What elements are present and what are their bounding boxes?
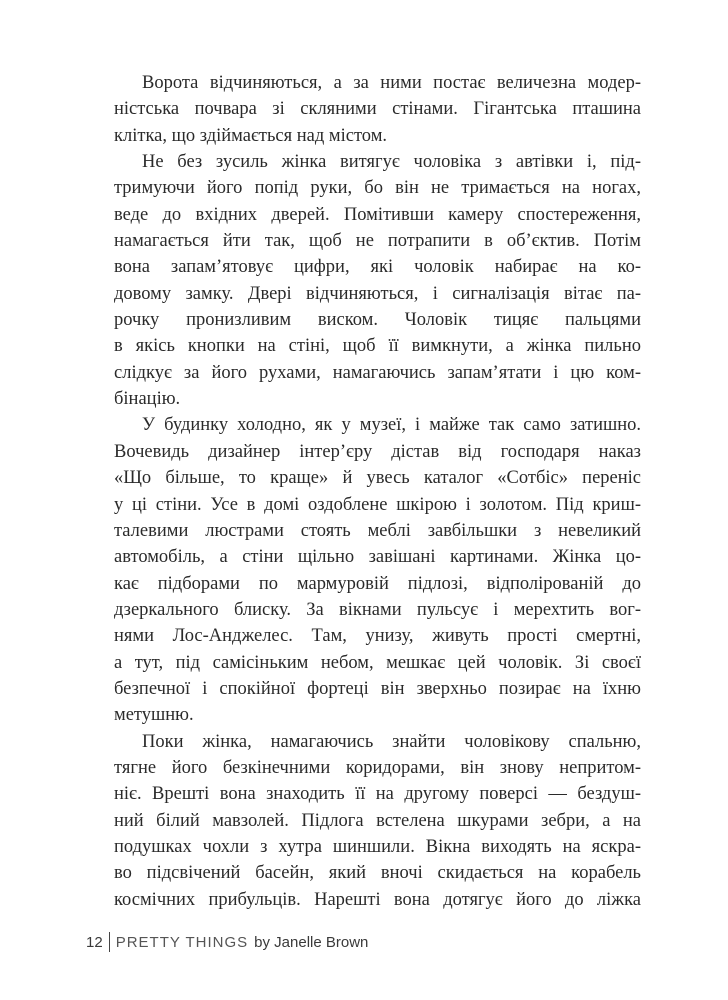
book-byline: by Janelle Brown — [254, 933, 369, 951]
page-body-text — [114, 70, 641, 913]
text-line: рочку пронизливим виском. Чоловік тицяє пальцями — [114, 310, 641, 331]
paragraph — [114, 149, 641, 412]
text-line: веде до вхідних дверей. Помітивши камеру спостереження, — [114, 204, 641, 225]
text-line: слідкує за його рухами, намагаючись запам’ятати і цю ком- — [114, 362, 641, 383]
text-line: нями Лос-Анджелес. Там, унизу, живуть прості смертні, — [114, 626, 641, 647]
text-line: безпечної і спокійної фортеці він зверхньо позирає на їхню — [114, 678, 641, 699]
text-line: кає підборами по мармуровій підлозі, відполірованій до — [114, 573, 641, 594]
text-line: во підсвічений басейн, який вночі скидається на корабель — [114, 863, 641, 884]
text-line: Не без зусиль жінка витягує чоловіка з автівки і, під- — [142, 152, 641, 173]
paragraph — [114, 412, 641, 728]
text-line: дзеркального блиску. За вікнами пульсує і мерехтить вог- — [114, 599, 641, 620]
text-line: Вочевидь дизайнер інтер’єру дістав від господаря наказ — [114, 441, 641, 462]
page-footer — [86, 932, 368, 952]
book-title: PRETTY THINGS — [115, 933, 249, 951]
paragraph — [114, 729, 641, 913]
text-line: клітка, що здіймається над містом. — [114, 125, 388, 146]
text-line: Поки жінка, намагаючись знайти чоловікову спальню, — [142, 731, 641, 752]
text-line: довому замку. Двері відчиняються, і сигналізація вітає па- — [114, 283, 641, 304]
text-line: ний білий мавзолей. Підлога встелена шкурами зебри, а на — [114, 810, 641, 831]
page-number: 12 — [86, 933, 103, 951]
text-line: вона запам’ятовує цифри, які чоловік набирає на ко- — [114, 257, 641, 278]
text-line: бінацію. — [114, 389, 181, 410]
text-line: в якісь кнопки на стіні, щоб її вимкнути, а жінка пильно — [114, 336, 641, 357]
text-line: ністська почвара зі скляними стінами. Гігантська пташина — [114, 99, 641, 120]
text-line: метушню. — [114, 705, 194, 726]
footer-divider — [109, 932, 110, 952]
text-line: талевими люстрами стоять меблі завбільшки з невеликий — [114, 520, 641, 541]
text-line: Ворота відчиняються, а за ними постає величезна модер- — [142, 73, 641, 93]
text-line: у ці стіни. Усе в домі оздоблене шкірою і золотом. Під криш- — [114, 494, 641, 515]
text-line: а тут, під самісіньким небом, мешкає цей чоловік. Зі своєї — [114, 652, 641, 673]
text-line: тягне його безкінечними коридорами, він знову непритом- — [114, 757, 641, 778]
paragraph — [114, 70, 641, 149]
text-line: намагається йти так, щоб не потрапити в об’єктив. Потім — [114, 231, 641, 252]
text-line: «Що більше, то краще» й увесь каталог «Сотбіс» переніс — [114, 468, 641, 489]
text-line: космічних прибульців. Нарешті вона дотягує його до ліжка — [114, 889, 641, 910]
text-line: тримуючи його попід руки, бо він не тримається на ногах, — [114, 178, 641, 199]
text-line: подушках чохли з хутра шиншили. Вікна виходять на яскра- — [114, 836, 641, 857]
text-line: ніє. Врешті вона знаходить її на другому поверсі — бездуш- — [114, 784, 641, 805]
text-line: автомобіль, а стіни щільно завішані картинами. Жінка цо- — [114, 547, 641, 568]
text-line: У будинку холодно, як у музеї, і майже так само затишно. — [142, 415, 641, 436]
